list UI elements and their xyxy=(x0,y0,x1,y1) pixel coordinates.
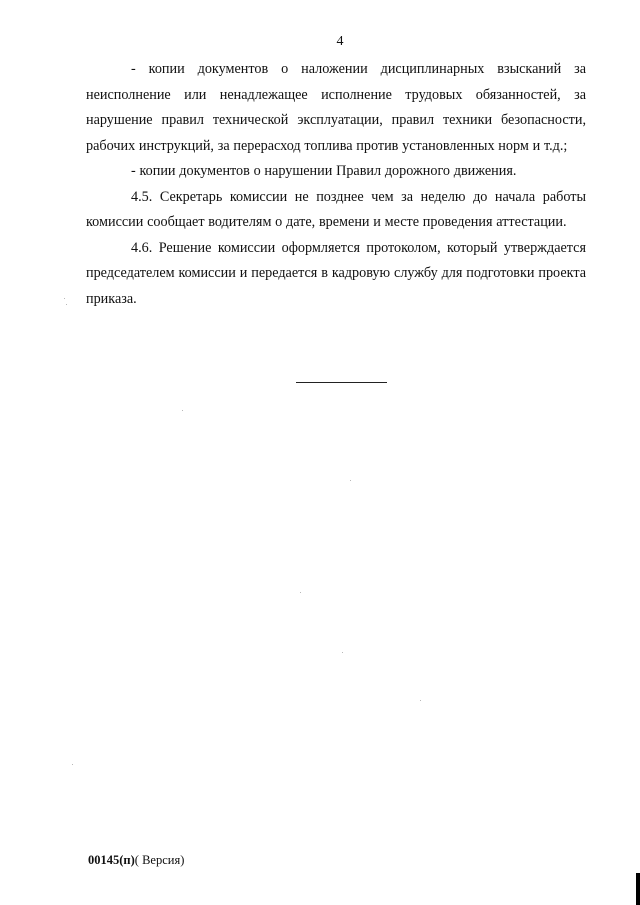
separator-line xyxy=(296,382,387,383)
scan-speck xyxy=(66,304,67,305)
scan-edge-mark xyxy=(636,873,640,905)
scan-speck xyxy=(64,298,65,299)
paragraph-4-6: 4.6. Решение комиссии оформляется протоколом, который утверждается председателем комиссии и передается в кадровую службу для подготовки проекта приказа. xyxy=(86,239,586,307)
footer-code-version: ( Версия) xyxy=(134,853,185,867)
scan-speck xyxy=(350,480,351,481)
paragraph-traffic-violation-copies: - копии документов о нарушении Правил дорожного движения. xyxy=(131,163,517,179)
scan-speck xyxy=(420,700,421,701)
body-text xyxy=(86,57,586,312)
paragraph-4-5: 4.5. Секретарь комиссии не позднее чем за неделю до начала работы комиссии сообщает водителям о дате, времени и месте проведения аттестации. xyxy=(86,188,586,230)
scan-speck xyxy=(182,410,183,411)
paragraph-disciplinary-copies: - копии документов о наложении дисциплинарных взысканий за неисполнение или ненадлежащее исполнение трудовых обязанностей, за нарушение правил технической эксплуатации, правил техники безопасности, рабочих инструкций, за перерасход топлива против установленных норм и т.д.; xyxy=(86,61,586,154)
page-number: 4 xyxy=(336,34,344,49)
scan-speck xyxy=(342,652,343,653)
scan-speck xyxy=(300,592,301,593)
footer-code-number: 00145(п) xyxy=(88,853,135,867)
scan-speck xyxy=(72,764,73,765)
footer-document-code xyxy=(88,853,184,868)
